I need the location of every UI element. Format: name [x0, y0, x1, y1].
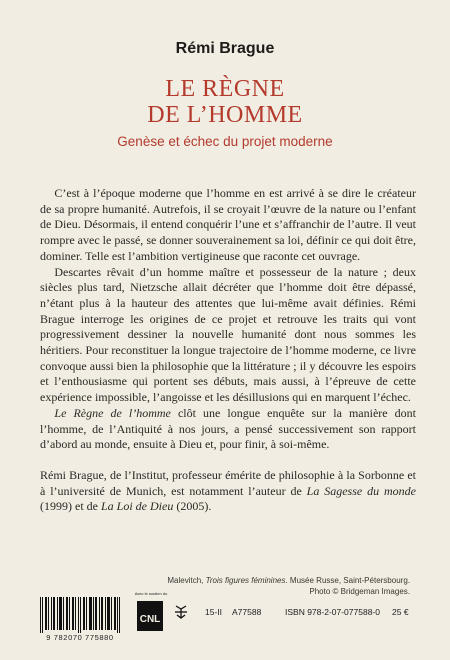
- credit-line-1: [167, 575, 410, 586]
- paragraph-intro: C’est à l’époque moderne que l’homme en est arrivé à se dire le créateur de sa propre humanité. Autrefois, il se croyait l’œuvre de la nature ou l’enfant de Dieu. Désormais, il entend conquérir l’une et s’affranchir de l’autre. Il veut rompre avec le passé, se donner souverainement sa loi, définir ce qui doit être, dominer. Telle est l’ambition vertigineuse que raconte cet ouvrage.: [40, 186, 416, 263]
- code-15-ii: 15-II: [205, 607, 223, 617]
- cnl-caption: Avec le soutien du: [134, 591, 168, 596]
- credit-line-2: Photo © Bridgeman Images.: [309, 587, 410, 596]
- bio-book-2: La Loi de Dieu: [100, 499, 174, 514]
- code-a77588: A77588: [232, 607, 262, 617]
- back-cover-text: [40, 186, 416, 515]
- bio-text-end: (2005).: [173, 499, 212, 514]
- credit-museum: . Musée Russe, Saint-Pétersbourg.: [285, 576, 410, 585]
- publisher-logo-icon: [173, 604, 189, 620]
- book-title-inline: Le Règne de l’homme: [54, 405, 171, 420]
- author-bio: [40, 468, 416, 515]
- price: 25 €: [392, 607, 409, 617]
- cover-image-credit: [167, 575, 410, 597]
- credit-artwork: Trois figures féminines: [205, 576, 286, 585]
- book-title-line-2: DE L’HOMME: [147, 102, 303, 128]
- bio-text-mid: (1999) et de: [40, 499, 101, 514]
- credit-artist: Malevitch,: [167, 576, 206, 585]
- book-subtitle: Genèse et échec du projet moderne: [117, 134, 333, 149]
- cnl-logo: [137, 597, 163, 631]
- paragraph-descartes: Descartes rêvait d’un homme maître et possesseur de la nature ; deux siècles plus tard, Nietzsche allait décréter que l’homme doit être dépassé, n’étant plus à la hauteur des attentes que lui-même avait définies. Rémi Brague interroge les origines de ce projet et retrouve les traits qui vont progressivement dessiner la nouvelle humanité dont nous sommes les héritiers. Pour reconstituer la longue trajectoire de l’homme moderne, ce livre convoque aussi bien la philosophie que la littérature ; il y découvre les espoirs et l’enthousiasme qui portent ses débuts, mais aussi, à l’épreuve de cette expérience impossible, l’angoisse et les désillusions qui en marquent l’échec.: [40, 264, 416, 405]
- author-name: Rémi Brague: [175, 40, 275, 57]
- bio-text-start: Rémi Brague, de l’Institut, professeur émérite de philosophie à la Sorbonne et à l’université de Munich, est notamment l’auteur de: [40, 467, 416, 498]
- bio-book-1: La Sagesse du monde: [306, 483, 416, 498]
- book-title-line-1: LE RÈGNE: [165, 76, 285, 102]
- barcode-number: 9 782070 775880: [46, 633, 114, 642]
- paragraph-conclusion: [40, 406, 416, 453]
- barcode: [38, 597, 122, 633]
- cnl-logo-text: CNL: [139, 614, 161, 625]
- paragraph-conclusion-text: clôt une longue enquête sur la manière dont l’homme, de l’Antiquité à nos jours, a pensé successivement son rapport d’abord au monde, ensuite à Dieu et, pour finir, à soi-même.: [40, 405, 416, 452]
- isbn: ISBN 978-2-07-077588-0: [285, 607, 380, 617]
